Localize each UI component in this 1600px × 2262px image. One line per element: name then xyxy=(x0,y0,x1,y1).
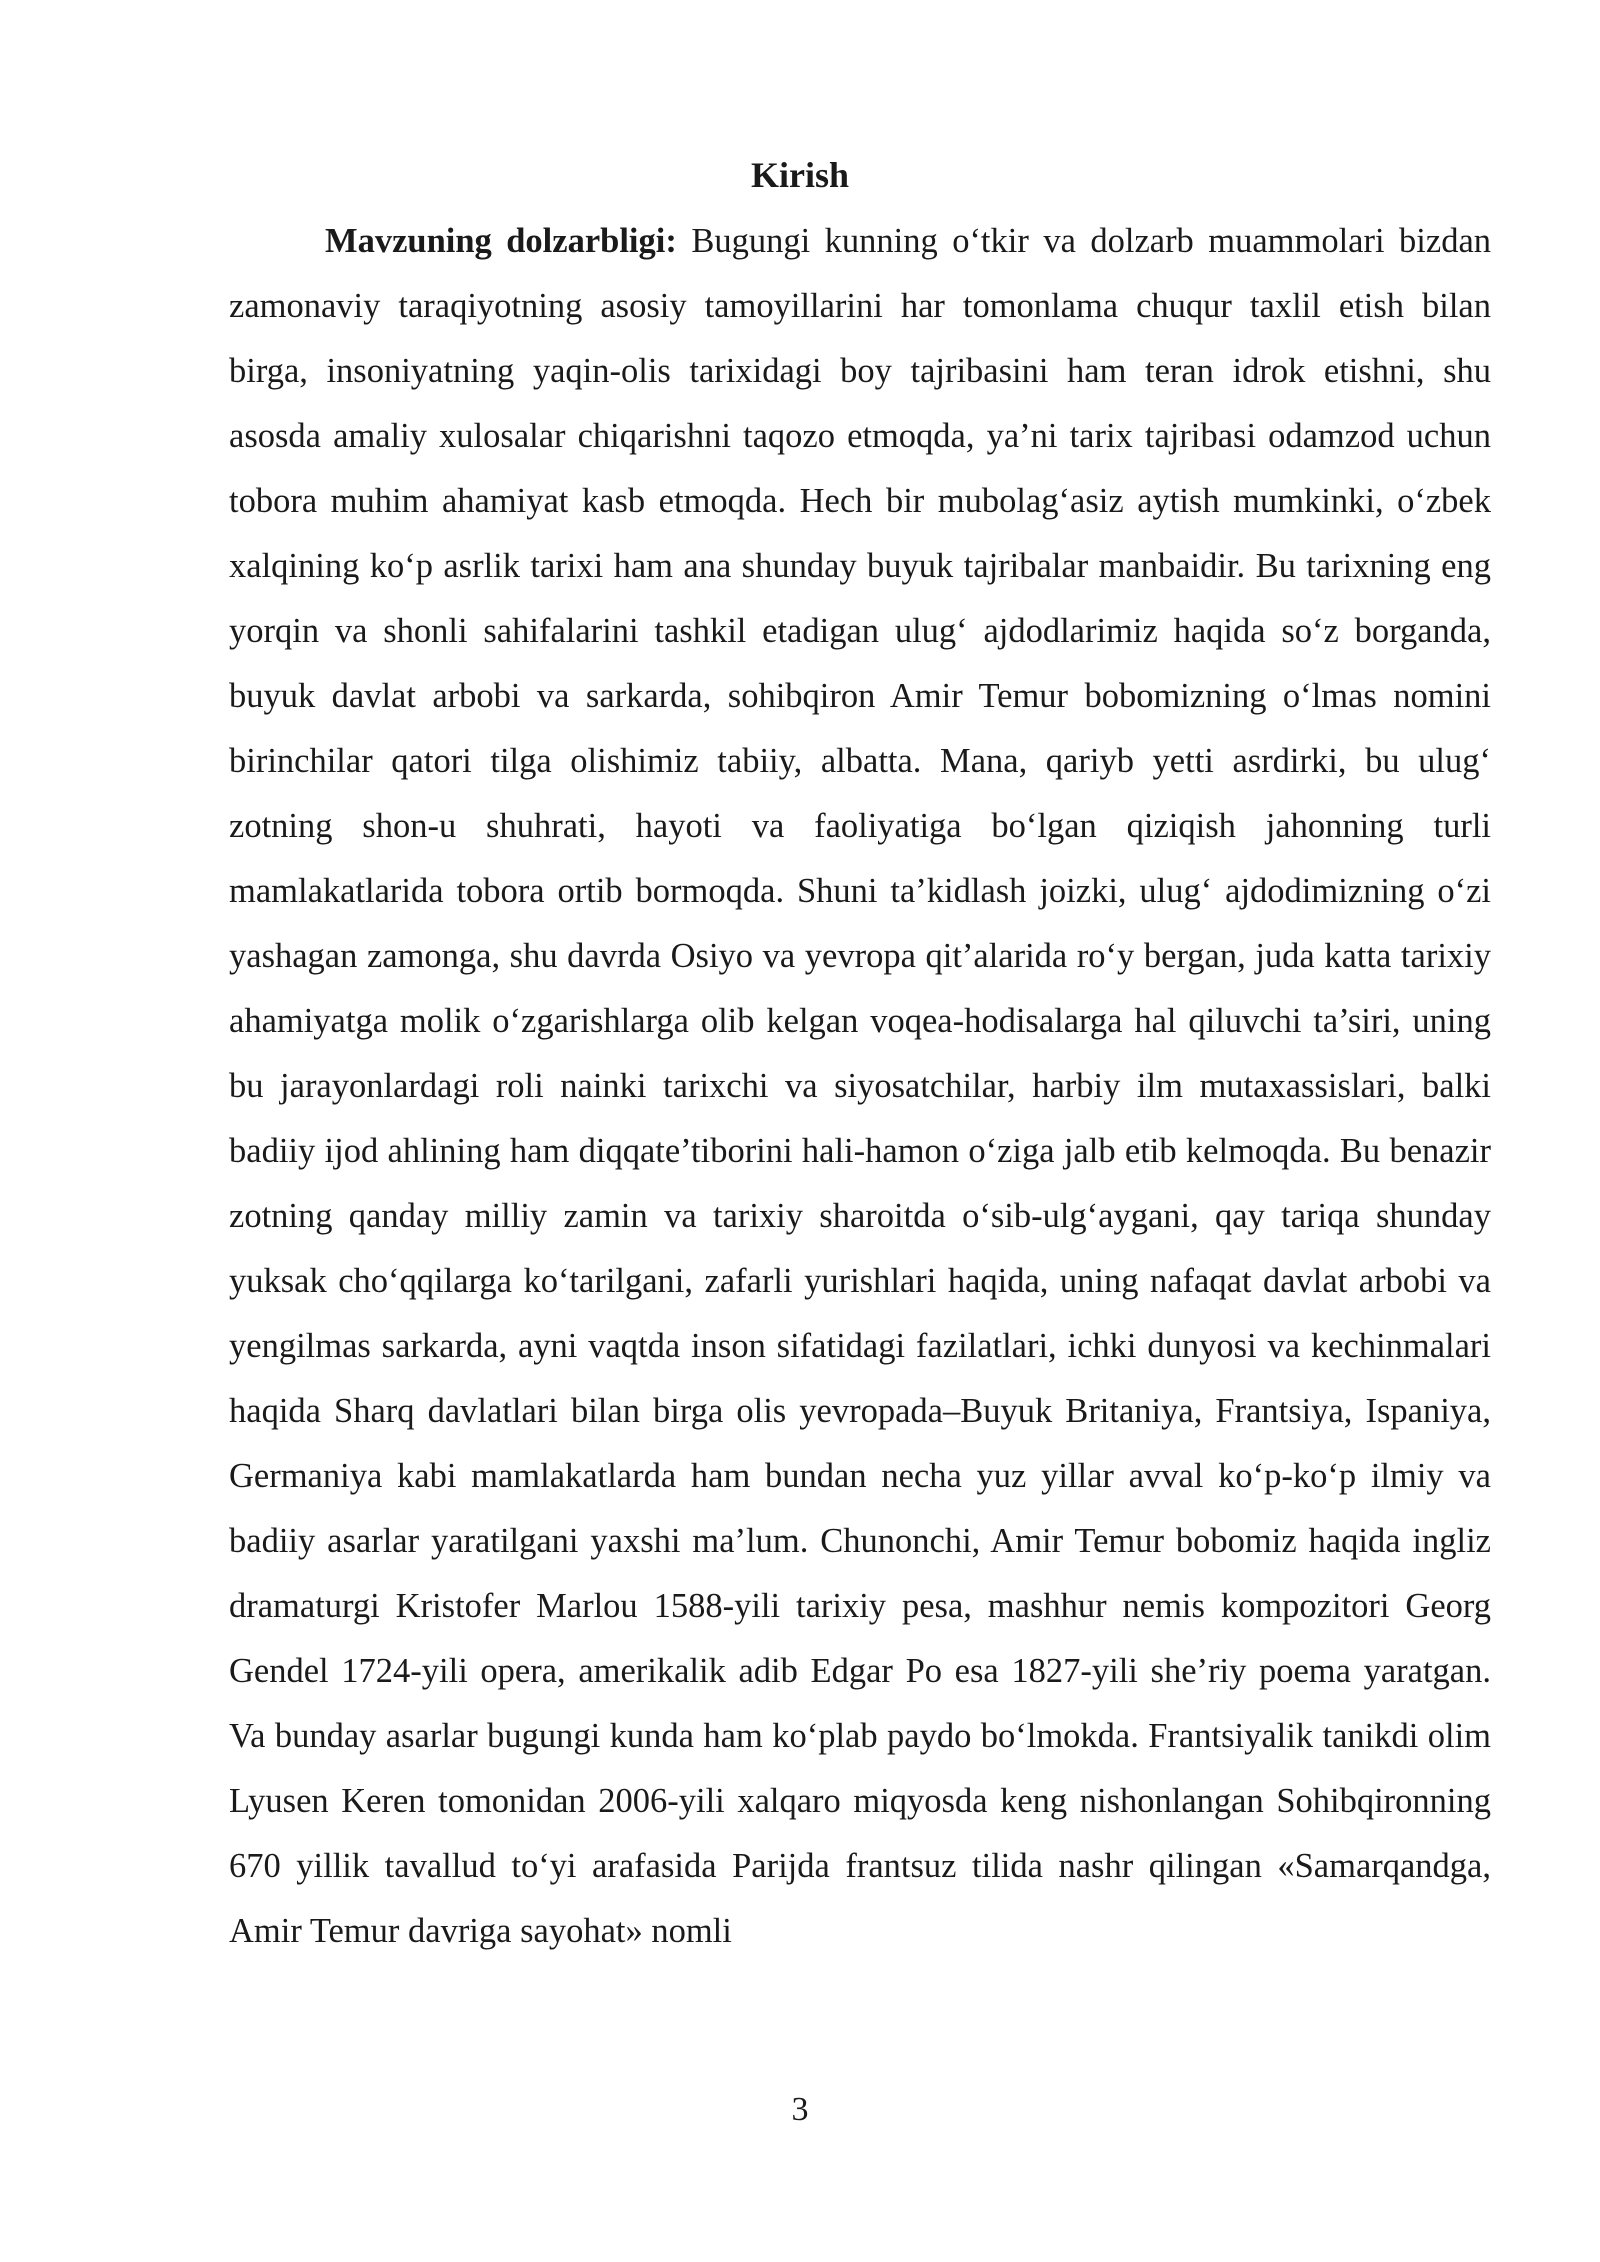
page-number: 3 xyxy=(791,2091,809,2128)
document-heading: Kirish xyxy=(750,155,849,195)
body-paragraph xyxy=(229,209,1491,1964)
paragraph-text: Bugungi kunning o‘tkir va dolzarb muammolari bizdan zamonaviy taraqiyotning asosiy tamoyillarini har tomonlama chuqur taxlil etish bilan birga, insoniyatning yaqin-olis tarixidagi boy tajribasini ham teran idrok etishni, shu asosda amaliy xulosalar chiqarishni taqozo etmoqda, ya’ni tarix tajribasi odamzod uchun tobora muhim ahamiyat kasb etmoqda. Hech bir mubolag‘asiz aytish mumkinki, o‘zbek xalqining ko‘p asrlik tarixi ham ana shunday buyuk tajribalar manbaidir. Bu tarixning eng yorqin va shonli sahifalarini tashkil etadigan ulug‘ ajdodlarimiz haqida so‘z borganda, buyuk davlat arbobi va sarkarda, sohibqiron Amir Temur bobomizning o‘lmas nomini birinchilar qatori tilga olishimiz tabiiy, albatta. Mana, qariyb yetti asrdirki, bu ulug‘ zotning shon-u shuhrati, hayoti va faoliyatiga bo‘lgan qiziqish jahonning turli mamlakatlarida tobora ortib bormoqda. Shuni ta’kidlash joizki, ulug‘ ajdodimizning o‘zi yashagan zamonga, shu davrda Osiyo va yevropa qit’alarida ro‘y bergan, juda katta tarixiy ahamiyatga molik o‘zgarishlarga olib kelgan voqea-hodisalarga hal qiluvchi ta’siri, uning bu jarayonlardagi roli nainki tarixchi va siyosatchilar, harbiy ilm mutaxassislari, balki badiiy ijod ahlining ham diqqate’tiborini hali-hamon o‘ziga jalb etib kelmoqda. Bu benazir zotning qanday milliy zamin va tarixiy sharoitda o‘sib-ulg‘aygani, qay tariqa shunday yuksak cho‘qqilarga ko‘tarilgani, zafarli yurishlari haqida, uning nafaqat davlat arbobi va yengilmas sarkarda, ayni vaqtda inson sifatidagi fazilatlari, ichki dunyosi va kechinmalari haqida Sharq davlatlari bilan birga olis yevropada–Buyuk Britaniya, Frantsiya, Ispaniya, Germaniya kabi mamlakatlarda ham bundan necha yuz yillar avval ko‘p-ko‘p ilmiy va badiiy asarlar yaratilgani yaxshi ma’lum. Chunonchi, Amir Temur bobomiz haqida ingliz dramaturgi Kristofer Marlou 1588-yili tarixiy pesa, mashhur nemis kompozitori Georg Gendel 1724-yili opera, amerikalik adib Edgar Po esa 1827-yili she’riy poema yaratgan. Va bunday asarlar bugungi kunda ham ko‘plab paydo bo‘lmokda. Frantsiyalik tanikdi olim Lyusen Keren tomonidan 2006-yili xalqaro miqyosda keng nishonlangan Sohibqironning 670 yillik tavallud to‘yi arafasida Parijda frantsuz tilida nashr qilingan «Samarqandga, Amir Temur davriga sayohat» nomli xyxy=(229,222,1492,1950)
paragraph-lead: Mavzuning dolzarbligi: xyxy=(325,222,677,260)
